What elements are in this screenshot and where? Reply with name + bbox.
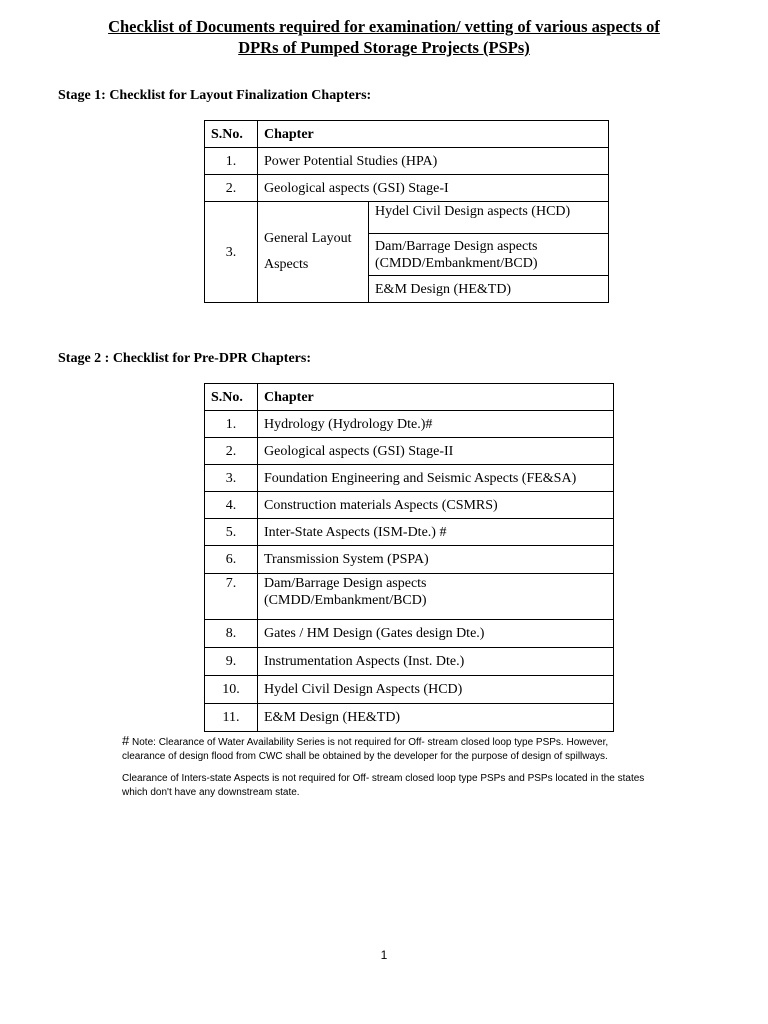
note-hash: # — [122, 733, 130, 748]
table-row — [205, 704, 614, 732]
general-layout-aspects-cell — [258, 202, 369, 303]
chapter-cell: Gates / HM Design (Gates design Dte.) — [258, 620, 614, 648]
chapter-line-1: Dam/Barrage Design aspects — [264, 576, 427, 591]
title-line-2: DPRs of Pumped Storage Projects (PSPs) — [238, 38, 530, 57]
table-row — [205, 148, 609, 175]
chapter-cell: E&M Design (HE&TD) — [369, 276, 609, 303]
chapter-cell: Instrumentation Aspects (Inst. Dte.) — [258, 648, 614, 676]
table-row — [205, 492, 614, 519]
chapter-cell: Geological aspects (GSI) Stage-I — [258, 175, 609, 202]
chapter-cell: Hydel Civil Design Aspects (HCD) — [258, 676, 614, 704]
chapter-cell: Construction materials Aspects (CSMRS) — [258, 492, 614, 519]
chapter-line-2: (CMDD/Embankment/BCD) — [264, 593, 427, 608]
sno-cell: 7. — [205, 574, 258, 620]
sno-cell: 9. — [205, 648, 258, 676]
table-header-row — [205, 384, 614, 411]
note-1-text: Note: Clearance of Water Availability Series is not required for Off- stream closed loop type PSPs. However, clearance of design flood from CWC shall be obtained by the developer for the purpose of design of spillways. — [122, 737, 609, 762]
table-row — [205, 519, 614, 546]
table-row — [205, 648, 614, 676]
sno-cell: 4. — [205, 492, 258, 519]
table-row — [205, 175, 609, 202]
table-row — [205, 438, 614, 465]
chapter-line-1: Dam/Barrage Design aspects — [375, 238, 538, 254]
table-row — [205, 202, 609, 234]
sno-cell: 2. — [205, 438, 258, 465]
chapter-cell: Inter-State Aspects (ISM-Dte.) # — [258, 519, 614, 546]
chapter-header: Chapter — [258, 384, 614, 411]
chapter-cell: Foundation Engineering and Seismic Aspects (FE&SA) — [258, 465, 614, 492]
sno-cell: 8. — [205, 620, 258, 648]
sno-cell: 5. — [205, 519, 258, 546]
chapter-cell: Hydrology (Hydrology Dte.)# — [258, 411, 614, 438]
sno-header: S.No. — [205, 121, 258, 148]
sno-cell: 3. — [205, 465, 258, 492]
sno-cell: 2. — [205, 175, 258, 202]
sno-cell: 1. — [205, 411, 258, 438]
stage2-table — [204, 383, 614, 732]
note-interstate: Clearance of Inters-state Aspects is not required for Off- stream closed loop type PSPs and PSPs located in the states which don't have any downstream state. — [122, 773, 645, 798]
chapter-cell: Transmission System (PSPA) — [258, 546, 614, 574]
table-row — [205, 546, 614, 574]
note-water-availability — [122, 734, 652, 764]
table-row — [205, 574, 614, 620]
table-header-row — [205, 121, 609, 148]
table-row — [205, 620, 614, 648]
sno-header: S.No. — [205, 384, 258, 411]
chapter-cell — [258, 574, 614, 620]
chapter-line-2: (CMDD/Embankment/BCD) — [375, 255, 538, 271]
document-title — [40, 16, 728, 58]
sno-cell: 10. — [205, 676, 258, 704]
group-label-line-1: General Layout — [264, 231, 352, 246]
table-row — [205, 465, 614, 492]
chapter-cell: Geological aspects (GSI) Stage-II — [258, 438, 614, 465]
table-row — [205, 676, 614, 704]
chapter-cell: Hydel Civil Design aspects (HCD) — [369, 202, 609, 234]
stage1-table — [204, 120, 609, 303]
chapter-cell: E&M Design (HE&TD) — [258, 704, 614, 732]
sno-cell: 11. — [205, 704, 258, 732]
table-row — [205, 411, 614, 438]
sno-cell: 6. — [205, 546, 258, 574]
chapter-cell: Power Potential Studies (HPA) — [258, 148, 609, 175]
chapter-header: Chapter — [258, 121, 609, 148]
group-label-line-2: Aspects — [264, 257, 309, 272]
sno-cell: 3. — [205, 202, 258, 303]
chapter-cell — [369, 234, 609, 276]
sno-cell: 1. — [205, 148, 258, 175]
stage1-heading: Stage 1: Checklist for Layout Finalization Chapters: — [58, 88, 372, 103]
page-number: 1 — [380, 948, 388, 962]
title-line-1: Checklist of Documents required for examination/ vetting of various aspects of — [108, 17, 660, 36]
stage2-heading: Stage 2 : Checklist for Pre-DPR Chapters: — [58, 351, 311, 366]
